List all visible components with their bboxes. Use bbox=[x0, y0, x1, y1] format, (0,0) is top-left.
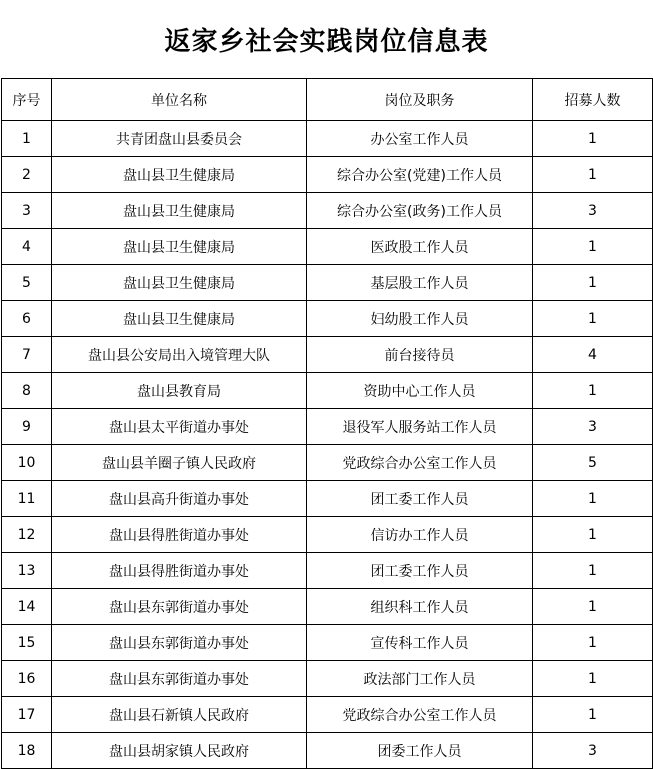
positions-table bbox=[1, 78, 653, 769]
table-row bbox=[2, 337, 653, 373]
table-row bbox=[2, 661, 653, 697]
header-unit-name: 单位名称 bbox=[52, 79, 307, 121]
cell-recruit-count: 1 bbox=[533, 157, 653, 193]
header-recruit-count: 招募人数 bbox=[533, 79, 653, 121]
cell-position: 医政股工作人员 bbox=[307, 229, 533, 265]
cell-index: 7 bbox=[2, 337, 52, 373]
cell-unit-name: 盘山县东郭街道办事处 bbox=[52, 625, 307, 661]
cell-unit-name: 盘山县卫生健康局 bbox=[52, 229, 307, 265]
cell-unit-name: 盘山县卫生健康局 bbox=[52, 193, 307, 229]
cell-recruit-count: 3 bbox=[533, 409, 653, 445]
cell-unit-name: 盘山县卫生健康局 bbox=[52, 265, 307, 301]
cell-unit-name: 盘山县得胜街道办事处 bbox=[52, 517, 307, 553]
cell-position: 退役军人服务站工作人员 bbox=[307, 409, 533, 445]
cell-unit-name: 盘山县高升街道办事处 bbox=[52, 481, 307, 517]
table-row bbox=[2, 373, 653, 409]
cell-recruit-count: 1 bbox=[533, 121, 653, 157]
table-row bbox=[2, 553, 653, 589]
cell-unit-name: 盘山县羊圈子镇人民政府 bbox=[52, 445, 307, 481]
cell-position: 政法部门工作人员 bbox=[307, 661, 533, 697]
header-position: 岗位及职务 bbox=[307, 79, 533, 121]
cell-recruit-count: 1 bbox=[533, 301, 653, 337]
table-row bbox=[2, 589, 653, 625]
table-row bbox=[2, 481, 653, 517]
cell-index: 17 bbox=[2, 697, 52, 733]
cell-position: 党政综合办公室工作人员 bbox=[307, 445, 533, 481]
cell-recruit-count: 1 bbox=[533, 589, 653, 625]
cell-index: 12 bbox=[2, 517, 52, 553]
cell-unit-name: 盘山县教育局 bbox=[52, 373, 307, 409]
table-row bbox=[2, 193, 653, 229]
table-row bbox=[2, 157, 653, 193]
cell-index: 13 bbox=[2, 553, 52, 589]
cell-position: 党政综合办公室工作人员 bbox=[307, 697, 533, 733]
cell-position: 综合办公室(党建)工作人员 bbox=[307, 157, 533, 193]
cell-position: 宣传科工作人员 bbox=[307, 625, 533, 661]
cell-position: 基层股工作人员 bbox=[307, 265, 533, 301]
table-row bbox=[2, 445, 653, 481]
cell-position: 团工委工作人员 bbox=[307, 481, 533, 517]
cell-index: 9 bbox=[2, 409, 52, 445]
cell-index: 5 bbox=[2, 265, 52, 301]
cell-index: 18 bbox=[2, 733, 52, 769]
cell-position: 前台接待员 bbox=[307, 337, 533, 373]
cell-position: 妇幼股工作人员 bbox=[307, 301, 533, 337]
cell-unit-name: 共青团盘山县委员会 bbox=[52, 121, 307, 157]
cell-index: 11 bbox=[2, 481, 52, 517]
cell-position: 组织科工作人员 bbox=[307, 589, 533, 625]
cell-recruit-count: 1 bbox=[533, 553, 653, 589]
cell-index: 2 bbox=[2, 157, 52, 193]
cell-recruit-count: 1 bbox=[533, 373, 653, 409]
cell-index: 4 bbox=[2, 229, 52, 265]
table-row bbox=[2, 229, 653, 265]
cell-position: 办公室工作人员 bbox=[307, 121, 533, 157]
page-title: 返家乡社会实践岗位信息表 bbox=[164, 26, 489, 57]
cell-unit-name: 盘山县太平街道办事处 bbox=[52, 409, 307, 445]
cell-recruit-count: 4 bbox=[533, 337, 653, 373]
cell-unit-name: 盘山县东郭街道办事处 bbox=[52, 589, 307, 625]
table-row bbox=[2, 733, 653, 769]
cell-position: 资助中心工作人员 bbox=[307, 373, 533, 409]
cell-index: 14 bbox=[2, 589, 52, 625]
cell-unit-name: 盘山县公安局出入境管理大队 bbox=[52, 337, 307, 373]
cell-index: 1 bbox=[2, 121, 52, 157]
cell-recruit-count: 1 bbox=[533, 661, 653, 697]
cell-unit-name: 盘山县石新镇人民政府 bbox=[52, 697, 307, 733]
table-row bbox=[2, 517, 653, 553]
cell-recruit-count: 1 bbox=[533, 229, 653, 265]
cell-position: 综合办公室(政务)工作人员 bbox=[307, 193, 533, 229]
table-row bbox=[2, 409, 653, 445]
cell-unit-name: 盘山县东郭街道办事处 bbox=[52, 661, 307, 697]
cell-recruit-count: 3 bbox=[533, 733, 653, 769]
table-row bbox=[2, 301, 653, 337]
cell-index: 16 bbox=[2, 661, 52, 697]
table-row bbox=[2, 697, 653, 733]
table-row bbox=[2, 121, 653, 157]
cell-position: 团工委工作人员 bbox=[307, 553, 533, 589]
cell-recruit-count: 1 bbox=[533, 517, 653, 553]
cell-position: 信访办工作人员 bbox=[307, 517, 533, 553]
table-row bbox=[2, 265, 653, 301]
table-row bbox=[2, 625, 653, 661]
cell-index: 15 bbox=[2, 625, 52, 661]
cell-unit-name: 盘山县卫生健康局 bbox=[52, 157, 307, 193]
cell-recruit-count: 1 bbox=[533, 481, 653, 517]
cell-index: 8 bbox=[2, 373, 52, 409]
cell-index: 10 bbox=[2, 445, 52, 481]
cell-index: 6 bbox=[2, 301, 52, 337]
cell-recruit-count: 3 bbox=[533, 193, 653, 229]
table-body bbox=[2, 121, 653, 769]
cell-recruit-count: 1 bbox=[533, 697, 653, 733]
cell-position: 团委工作人员 bbox=[307, 733, 533, 769]
table-header-row bbox=[2, 79, 653, 121]
cell-unit-name: 盘山县胡家镇人民政府 bbox=[52, 733, 307, 769]
cell-recruit-count: 1 bbox=[533, 625, 653, 661]
cell-index: 3 bbox=[2, 193, 52, 229]
cell-unit-name: 盘山县得胜街道办事处 bbox=[52, 553, 307, 589]
cell-recruit-count: 1 bbox=[533, 265, 653, 301]
cell-recruit-count: 5 bbox=[533, 445, 653, 481]
cell-unit-name: 盘山县卫生健康局 bbox=[52, 301, 307, 337]
header-index: 序号 bbox=[2, 79, 52, 121]
